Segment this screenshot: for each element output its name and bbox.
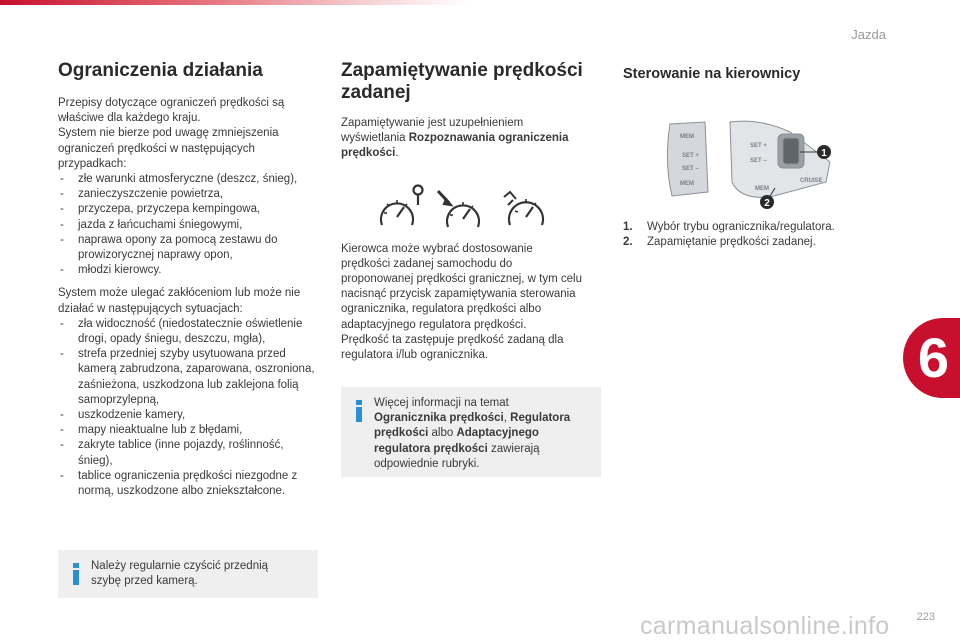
cruise-stalk: [730, 121, 830, 197]
list-item: 1. Wybór trybu ogranicznika/regulatora.: [623, 221, 835, 233]
mem-label-bottom: MEM: [680, 181, 694, 187]
speedometer-icons: [370, 183, 560, 231]
info-icon: [71, 563, 81, 585]
memorisation-body: Kierowca może wybrać dostosowanie prędkości zadanej samochodu do proponowanej prędkości granicznej, w tym celu nacisnąć przycisk zapamiętywania sterowania ogranicznika, regulatora prędkości albo adaptacyjnego regulatora prędkości. Prędkość ta zastępuje prędkość zadaną dla regulatora i/lub ogranicznika.: [341, 242, 582, 362]
chapter-tab[interactable]: 6: [903, 318, 960, 398]
list-item: - przyczepa, przyczepa kempingowa,: [58, 202, 320, 217]
cruise-label: CRUISE: [800, 178, 823, 184]
section-name: Jazda: [851, 27, 886, 42]
set-minus-label: SET –: [750, 158, 767, 164]
info-box-more-information: [341, 387, 601, 477]
unsupported-cases-list: [58, 172, 320, 278]
info-text: Więcej informacji na temat Ogranicznika prędkości, Regulatora prędkości albo Adaptacyjnego regulatora prędkości zawierają odpowiednie rubryki.: [374, 397, 571, 470]
list-item: - zła widoczność (niedostatecznie oświetlenie drogi, opady śniegu, deszczu, mgła),: [58, 317, 320, 347]
memorisation-title: Zapamiętywanie prędkości zadanej: [341, 60, 583, 103]
list-item: - zanieczyszczenie powietrza,: [58, 187, 320, 202]
speedometer-memo-icon: [414, 186, 423, 206]
list-item: - uszkodzenie kamery,: [58, 408, 320, 423]
mem-label: MEM: [755, 186, 769, 192]
info-box-clean-windscreen: [58, 550, 318, 598]
list-item: - jazda z łańcuchami śniegowymi,: [58, 218, 320, 233]
info-icon: [354, 400, 364, 422]
steering-stalk-illustration: [650, 112, 850, 212]
svg-text:1: 1: [821, 148, 827, 159]
memorisation-intro: Zapamiętywanie jest uzupełnieniem wyświetlania Rozpoznawania ograniczenia prędkości.: [341, 117, 569, 160]
speedometer-adaptive-icon: [504, 192, 543, 225]
column-limitations: [58, 60, 320, 499]
set-minus-label: SET –: [682, 166, 699, 172]
page-number: 223: [916, 611, 935, 623]
svg-text:2: 2: [764, 198, 770, 209]
watermark: carmanualsonline.info: [640, 612, 890, 640]
set-plus-label: SET +: [750, 143, 767, 149]
steering-legend: [623, 220, 878, 250]
list-item: - strefa przedniej szyby usytuowana przed kamerą zabrudzona, zaparowana, oszroniona, zaśnieżona, uszkodzona lub zaklejona folią samoprzylepną,: [58, 347, 320, 408]
legend-list: [623, 220, 878, 250]
list-item: - mapy nieaktualne lub z błędami,: [58, 423, 320, 438]
limitations-title: Ograniczenia działania: [58, 60, 263, 81]
list-item: 2. Zapamiętanie prędkości zadanej.: [623, 236, 816, 249]
list-item: - zakryte tablice (inne pojazdy, roślinność, śnieg),: [58, 438, 320, 468]
list-item: - złe warunki atmosferyczne (deszcz, śnieg),: [58, 172, 320, 187]
steering-controls-title: Sterowanie na kierownicy: [623, 66, 801, 82]
list-item: - młodzi kierowcy.: [58, 263, 320, 278]
column-steering-controls: [623, 60, 878, 83]
list-item: - tablice ograniczenia prędkości niezgodne z normą, uszkodzone albo zniekształcone.: [58, 469, 320, 499]
disturbance-cases-list: [58, 317, 320, 499]
limitations-intro: Przepisy dotyczące ograniczeń prędkości są właściwe dla każdego kraju. System nie bierze pod uwagę zmniejszenia ograniczeń prędkości w następujących przypadkach:: [58, 97, 285, 170]
set-plus-label: SET +: [682, 153, 699, 159]
info-text: Należy regularnie czyścić przednią szybę przed kamerą.: [91, 560, 269, 588]
speedometer-icon: [381, 200, 413, 225]
mem-label-top: MEM: [680, 134, 694, 140]
speedometer-set-icon: [438, 191, 479, 227]
header-accent-bar: [0, 0, 470, 5]
disturbance-intro: System może ulegać zakłóceniom lub może nie działać w następujących sytuacjach:: [58, 287, 301, 315]
list-item: - naprawa opony za pomocą zestawu do prowizorycznej naprawy opon,: [58, 233, 320, 263]
